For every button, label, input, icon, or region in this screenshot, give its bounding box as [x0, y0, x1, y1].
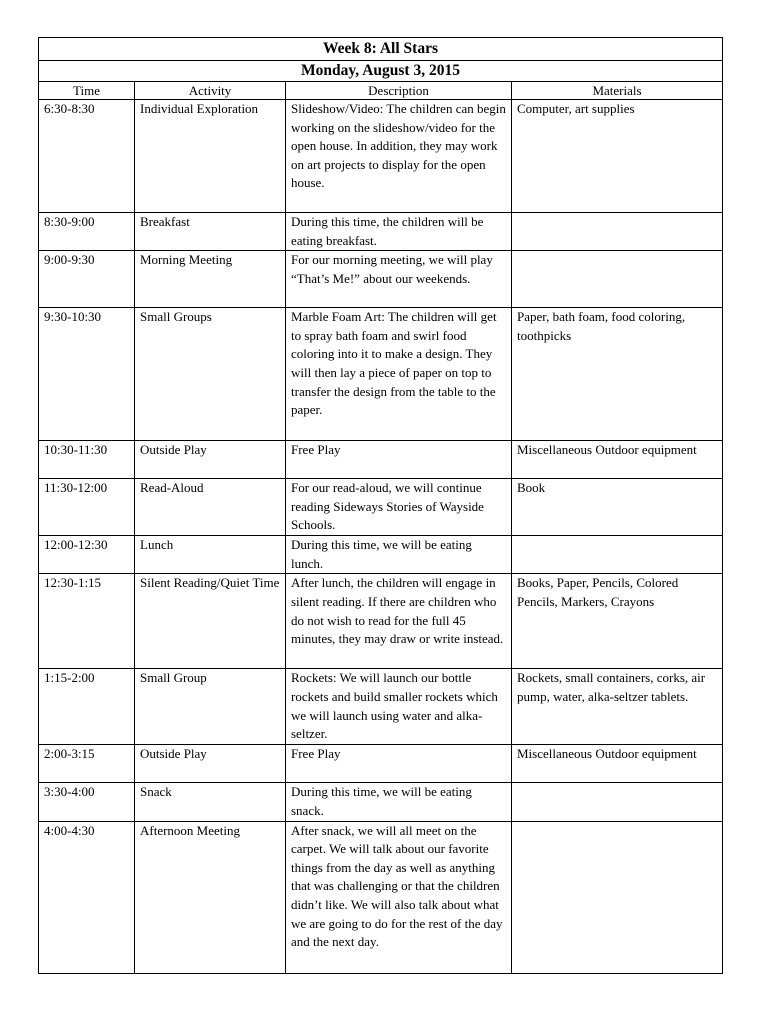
description-cell: During this time, the children will be eating breakfast.: [286, 213, 512, 251]
table-row: [39, 669, 723, 745]
activity-cell: Individual Exploration: [135, 100, 286, 213]
activity-cell: Small Groups: [135, 308, 286, 441]
header-time: Time: [39, 82, 135, 100]
schedule-title: Week 8: All Stars: [39, 38, 723, 61]
table-row: [39, 441, 723, 479]
description-cell: After snack, we will all meet on the carpet. We will talk about our favorite things from the day as well as anything that was challenging or that the children didn’t like. We will also talk about what we are going to do for the rest of the day and the next day.: [286, 821, 512, 973]
table-row: [39, 574, 723, 669]
header-activity: Activity: [135, 82, 286, 100]
time-cell: 12:30-1:15: [39, 574, 135, 669]
title-row: [39, 38, 723, 61]
description-cell: Marble Foam Art: The children will get to spray bath foam and swirl food coloring into it to make a design. They will then lay a piece of paper on top to transfer the design from the table to the paper.: [286, 308, 512, 441]
table-row: [39, 536, 723, 574]
time-cell: 10:30-11:30: [39, 441, 135, 479]
time-cell: 1:15-2:00: [39, 669, 135, 745]
activity-cell: Silent Reading/Quiet Time: [135, 574, 286, 669]
time-cell: 4:00-4:30: [39, 821, 135, 973]
table-row: [39, 479, 723, 536]
activity-cell: Small Group: [135, 669, 286, 745]
time-cell: 2:00-3:15: [39, 745, 135, 783]
table-row: [39, 821, 723, 973]
materials-cell: Rockets, small containers, corks, air pump, water, alka-seltzer tablets.: [512, 669, 723, 745]
activity-cell: Morning Meeting: [135, 251, 286, 308]
description-cell: During this time, we will be eating lunch.: [286, 536, 512, 574]
materials-cell: Paper, bath foam, food coloring, toothpicks: [512, 308, 723, 441]
materials-cell: Book: [512, 479, 723, 536]
activity-cell: Outside Play: [135, 745, 286, 783]
materials-cell: [512, 536, 723, 574]
materials-cell: [512, 821, 723, 973]
schedule-date: Monday, August 3, 2015: [39, 61, 723, 82]
time-cell: 8:30-9:00: [39, 213, 135, 251]
table-row: [39, 100, 723, 213]
materials-cell: [512, 251, 723, 308]
materials-cell: Books, Paper, Pencils, Colored Pencils, Markers, Crayons: [512, 574, 723, 669]
activity-cell: Read-Aloud: [135, 479, 286, 536]
materials-cell: [512, 213, 723, 251]
activity-cell: Breakfast: [135, 213, 286, 251]
materials-cell: Computer, art supplies: [512, 100, 723, 213]
time-cell: 3:30-4:00: [39, 783, 135, 821]
description-cell: Rockets: We will launch our bottle rockets and build smaller rockets which we will launch using water and alka-seltzer.: [286, 669, 512, 745]
date-row: [39, 61, 723, 82]
table-row: [39, 251, 723, 308]
activity-cell: Afternoon Meeting: [135, 821, 286, 973]
activity-cell: Snack: [135, 783, 286, 821]
time-cell: 9:00-9:30: [39, 251, 135, 308]
materials-cell: Miscellaneous Outdoor equipment: [512, 441, 723, 479]
description-cell: During this time, we will be eating snack.: [286, 783, 512, 821]
header-materials: Materials: [512, 82, 723, 100]
table-row: [39, 213, 723, 251]
table-row: [39, 783, 723, 821]
activity-cell: Outside Play: [135, 441, 286, 479]
time-cell: 12:00-12:30: [39, 536, 135, 574]
time-cell: 11:30-12:00: [39, 479, 135, 536]
materials-cell: Miscellaneous Outdoor equipment: [512, 745, 723, 783]
header-description: Description: [286, 82, 512, 100]
time-cell: 9:30-10:30: [39, 308, 135, 441]
description-cell: Slideshow/Video: The children can begin working on the slideshow/video for the open house. In addition, they may work on art projects to display for the open house.: [286, 100, 512, 213]
table-row: [39, 308, 723, 441]
description-cell: For our read-aloud, we will continue reading Sideways Stories of Wayside Schools.: [286, 479, 512, 536]
schedule-table: [38, 37, 723, 974]
activity-cell: Lunch: [135, 536, 286, 574]
materials-cell: [512, 783, 723, 821]
table-row: [39, 745, 723, 783]
description-cell: After lunch, the children will engage in silent reading. If there are children who do not wish to read for the full 45 minutes, they may draw or write instead.: [286, 574, 512, 669]
description-cell: Free Play: [286, 441, 512, 479]
time-cell: 6:30-8:30: [39, 100, 135, 213]
description-cell: Free Play: [286, 745, 512, 783]
header-row: [39, 82, 723, 100]
description-cell: For our morning meeting, we will play “That’s Me!” about our weekends.: [286, 251, 512, 308]
